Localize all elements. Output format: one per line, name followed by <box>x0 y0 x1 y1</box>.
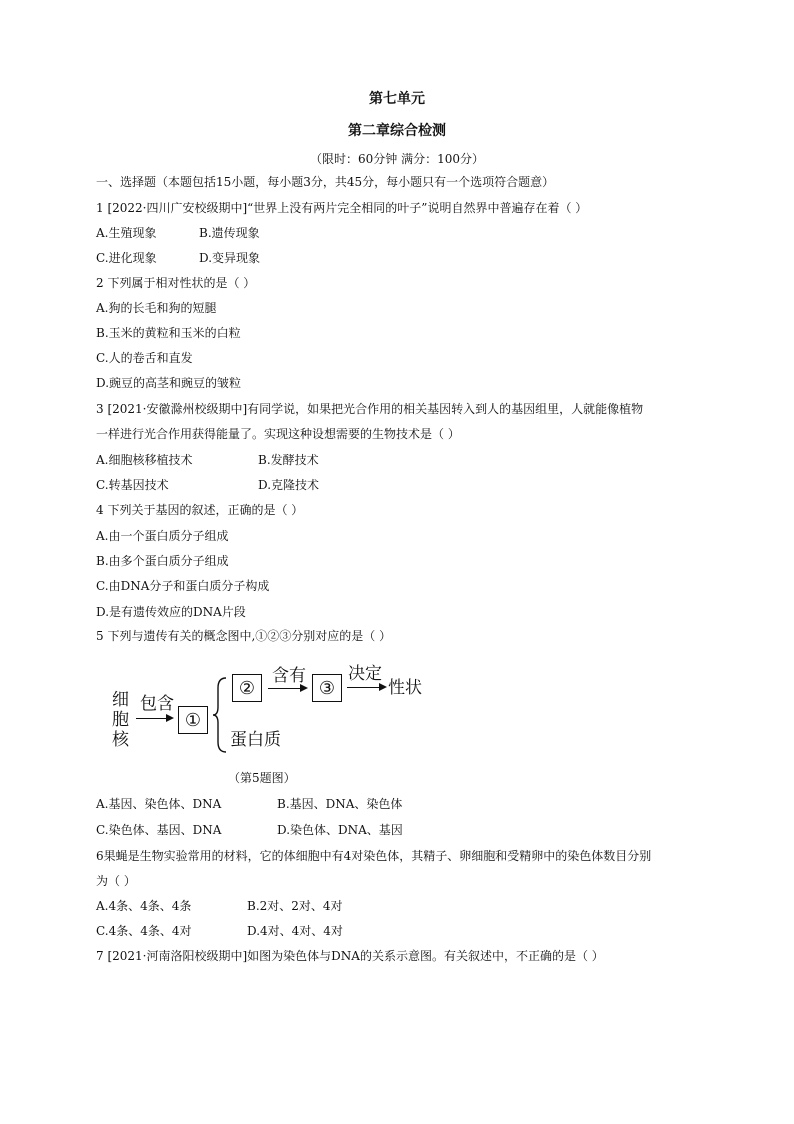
has-arrow <box>268 688 306 689</box>
exam-meta: （限时：60分钟 满分：100分） <box>310 152 484 166</box>
q3-stem-line2: 一样进行光合作用获得能量了。实现这种设想需要的生物技术是（ ） <box>96 427 460 441</box>
box-3: ③ <box>312 674 342 702</box>
q4-stem: 4 下列关于基因的叙述，正确的是（ ） <box>96 503 304 517</box>
chapter-title: 第二章综合检测 <box>348 123 446 139</box>
q3-option-d: D.克隆技术 <box>258 478 320 492</box>
q1-option-b: B.遗传现象 <box>199 226 260 240</box>
has-label: 含有 <box>272 666 306 686</box>
q4-option-c: C.由DNA分子和蛋白质分子构成 <box>96 579 270 593</box>
q2-stem: 2 下列属于相对性状的是（ ） <box>96 276 256 290</box>
figure-caption: （第5题图） <box>228 771 296 785</box>
nucleus-char-3: 核 <box>112 730 129 750</box>
q1-option-d: D.变异现象 <box>199 251 261 265</box>
q2-option-d: D.豌豆的高茎和豌豆的皱粒 <box>96 376 242 390</box>
protein-label: 蛋白质 <box>230 730 281 750</box>
q2-option-b: B.玉米的黄粒和玉米的白粒 <box>96 326 241 340</box>
q1-option-c: C.进化现象 <box>96 251 157 265</box>
section-heading: 一、选择题（本题包括15小题，每小题3分，共45分，每小题只有一个选项符合题意） <box>96 175 555 189</box>
q5-stem: 5 下列与遗传有关的概念图中,①②③分别对应的是（ ） <box>96 629 392 643</box>
determines-label: 决定 <box>348 664 382 684</box>
q5-option-b: B.基因、DNA、染色体 <box>277 797 403 811</box>
box-2: ② <box>232 674 262 702</box>
brace <box>212 676 228 754</box>
q2-option-c: C.人的卷舌和直发 <box>96 351 193 365</box>
box-1: ① <box>178 706 208 734</box>
q4-option-b: B.由多个蛋白质分子组成 <box>96 554 229 568</box>
q6-stem-line2: 为（ ） <box>96 874 136 888</box>
q4-option-a: A.由一个蛋白质分子组成 <box>96 529 229 543</box>
q3-stem-line1: 3 [2021·安徽滁州校级期中]有同学说，如果把光合作用的相关基因转入到人的基因组里，人就能像植物 <box>96 402 644 416</box>
q6-stem-line1: 6果蝇是生物实验常用的材料，它的体细胞中有4对染色体，其精子、卵细胞和受精卵中的染色体数目分别 <box>96 849 652 863</box>
q4-option-d: D.是有遗传效应的DNA片段 <box>96 605 246 619</box>
q5-option-c: C.染色体、基因、DNA <box>96 823 222 837</box>
q6-option-c: C.4条、4条、4对 <box>96 924 192 938</box>
q3-option-b: B.发酵技术 <box>258 453 319 467</box>
nucleus-char-1: 细 <box>112 690 129 710</box>
nucleus-char-2: 胞 <box>112 710 129 730</box>
q5-option-a: A.基因、染色体、DNA <box>96 797 222 811</box>
q6-option-b: B.2对、2对、4对 <box>247 899 343 913</box>
q2-option-a: A.狗的长毛和狗的短腿 <box>96 301 217 315</box>
q5-option-d: D.染色体、DNA、基因 <box>277 823 403 837</box>
q3-option-c: C.转基因技术 <box>96 478 169 492</box>
determines-arrow <box>347 687 385 688</box>
contains-label: 包含 <box>140 694 174 714</box>
q7-stem: 7 [2021·河南洛阳校级期中]如图为染色体与DNA的关系示意图。有关叙述中，不正确的是（ ） <box>96 949 604 963</box>
unit-title: 第七单元 <box>369 91 425 107</box>
q6-option-d: D.4对、4对、4对 <box>247 924 343 938</box>
trait-label: 性状 <box>388 678 422 698</box>
q1-stem: 1 [2022·四川广安校级期中]“世界上没有两片完全相同的叶子”说明自然界中普遍存在着（ ） <box>96 201 588 215</box>
q6-option-a: A.4条、4条、4条 <box>96 899 192 913</box>
q3-option-a: A.细胞核移植技术 <box>96 453 193 467</box>
contains-arrow <box>136 718 172 719</box>
concept-diagram <box>100 660 440 760</box>
q1-option-a: A.生殖现象 <box>96 226 157 240</box>
